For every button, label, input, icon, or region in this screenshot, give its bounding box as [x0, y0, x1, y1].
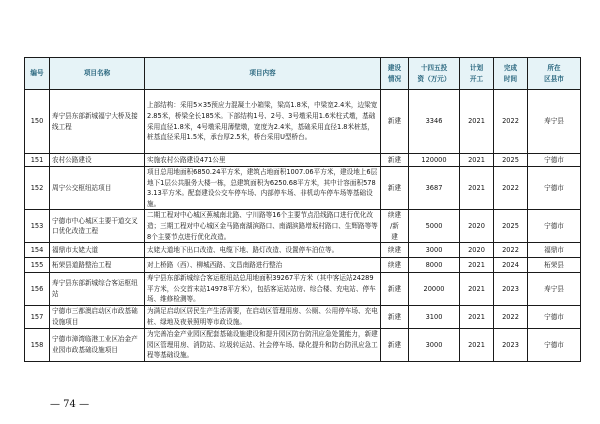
cell-content: 项目总用地面积6850.24平方米，建筑占地面积1007.06平方米，建设地上6层地下1层公共服务大楼一栋，总建筑面积为6250.68平方米，其中计容面积5783.13平方米。配套建设公交车停车场、内部停车场、非机动车停车场等基础设施。: [145, 167, 381, 210]
cell-no: 156: [25, 273, 50, 306]
cell-investment: 120000: [409, 154, 460, 167]
cell-county: 宁德市: [528, 167, 581, 210]
cell-investment: 3100: [409, 305, 460, 328]
cell-investment: 20000: [409, 273, 460, 306]
table-row: [25, 305, 581, 328]
cell-name: 宁德市三都澳启动区市政基础设施项目: [50, 305, 145, 328]
cell-start: 2021: [460, 328, 494, 361]
cell-finish: 2023: [494, 328, 528, 361]
cell-no: 151: [25, 154, 50, 167]
cell-start: 2021: [460, 90, 494, 154]
cell-content: 二期工程对中心城区蕉城南北路、宁川路等16个主要节点沿线路口进行优化改造；三期工程对中心城区金马路南湖滨路口、南湖滨路增坂村路口、生辉路等等8个主要节点进行优化改造。: [145, 210, 381, 243]
cell-status: 新建: [381, 273, 409, 306]
cell-start: 2021: [460, 258, 494, 273]
cell-status: 续建: [381, 258, 409, 273]
cell-county: 福鼎市: [528, 243, 581, 258]
cell-content: 上部结构：采用5×35预应力混凝土小箱梁，梁高1.8米，中梁宽2.4米，边梁宽2.85米，桥梁全长185米。下部结构1号、2号、3号墩采用1.6米柱式墩，基础采用直径1.8米，4号墩采用薄壁墩，宽度为2.4米，基础采用直径1.8米桩基，桩基直径采用1.5米，承台厚2.5米，桥台采用U型桥台。: [145, 90, 381, 154]
cell-status: 新建: [381, 90, 409, 154]
cell-investment: 5000: [409, 210, 460, 243]
cell-county: 宁德市: [528, 154, 581, 167]
cell-no: 157: [25, 305, 50, 328]
cell-name: 柘荣县道路整治工程: [50, 258, 145, 273]
project-table-sheet: [24, 57, 580, 362]
cell-investment: 3000: [409, 243, 460, 258]
cell-finish: 2022: [494, 243, 528, 258]
header-status: 建设 情况: [381, 58, 409, 90]
cell-name: 宁德市中心城区主要干道交叉口优化改造工程: [50, 210, 145, 243]
cell-start: 2020: [460, 243, 494, 258]
header-start: 计划 开工: [460, 58, 494, 90]
table-row: [25, 243, 581, 258]
cell-investment: 3000: [409, 328, 460, 361]
cell-status: 新建: [381, 328, 409, 361]
cell-name: 寿宁县东部新城福宁大桥及接线工程: [50, 90, 145, 154]
cell-content: 为满足启动区居民生产生活需要，在启动区管理用房、公厕、公用停车场、充电桩、绿地及夜景照明等市政设施。: [145, 305, 381, 328]
cell-content: 为完善冶金产业园区配套基础设施建设和提升园区防台防汛应急处置能力，新建园区管理用房、消防站、垃圾转运站、社会停车场、绿化提升和防台防汛应急工程等基础设施。: [145, 328, 381, 361]
cell-finish: 2022: [494, 90, 528, 154]
cell-start: 2021: [460, 154, 494, 167]
cell-no: 150: [25, 90, 50, 154]
cell-name: 农村公路建设: [50, 154, 145, 167]
table-row: [25, 90, 581, 154]
cell-status: 新建: [381, 167, 409, 210]
header-finish: 完成 时间: [494, 58, 528, 90]
cell-investment: 8000: [409, 258, 460, 273]
cell-no: 152: [25, 167, 50, 210]
header-name: 项目名称: [50, 58, 145, 90]
cell-county: 宁德市: [528, 328, 581, 361]
cell-start: 2021: [460, 167, 494, 210]
header-investment: 十四五投 资（万元）: [409, 58, 460, 90]
cell-finish: 2025: [494, 210, 528, 243]
cell-start: 2021: [460, 273, 494, 306]
cell-finish: 2023: [494, 273, 528, 306]
cell-content: 寿宁县东部新城综合客运枢纽站总用地面积39267平方米（其中客运站24289平方米，公交首末站14978平方米），包括客运站站房、综合楼、充电站、停车场、维修检测等。: [145, 273, 381, 306]
cell-finish: 2022: [494, 167, 528, 210]
cell-start: 2021: [460, 305, 494, 328]
header-county: 所在 区县市: [528, 58, 581, 90]
table-row: [25, 273, 581, 306]
cell-name: 宁德市漳湾临港工业区冶金产业园市政基础设施项目: [50, 328, 145, 361]
cell-start: 2020: [460, 210, 494, 243]
table-row: [25, 258, 581, 273]
header-no: 编号: [25, 58, 50, 90]
cell-finish: 2024: [494, 258, 528, 273]
cell-content: 太姥大道地下出口改造、电缆下地、路灯改造、设置停车泊位等。: [145, 243, 381, 258]
cell-county: 寿宁县: [528, 273, 581, 306]
page-number: — 74 —: [50, 399, 90, 410]
cell-county: 宁德市: [528, 210, 581, 243]
table-row: [25, 154, 581, 167]
cell-name: 寿宁县东部新城综合客运枢纽站: [50, 273, 145, 306]
cell-status: 续建 /新 建: [381, 210, 409, 243]
cell-content: 对上桥路（西）、柳城西路、文昌南路进行整治: [145, 258, 381, 273]
cell-status: 新建: [381, 305, 409, 328]
table-row: [25, 167, 581, 210]
cell-investment: 3687: [409, 167, 460, 210]
cell-county: 柘荣县: [528, 258, 581, 273]
cell-no: 158: [25, 328, 50, 361]
cell-finish: 2025: [494, 154, 528, 167]
cell-investment: 3346: [409, 90, 460, 154]
cell-no: 155: [25, 258, 50, 273]
cell-county: 寿宁县: [528, 90, 581, 154]
cell-status: 新建: [381, 154, 409, 167]
cell-content: 实施农村公路建设471公里: [145, 154, 381, 167]
cell-name: 周宁公交枢纽站项目: [50, 167, 145, 210]
cell-county: 宁德市: [528, 305, 581, 328]
table-row: [25, 210, 581, 243]
header-content: 项目内容: [145, 58, 381, 90]
cell-no: 153: [25, 210, 50, 243]
cell-finish: 2022: [494, 305, 528, 328]
table-row: [25, 328, 581, 361]
cell-no: 154: [25, 243, 50, 258]
header-row: [25, 58, 581, 90]
project-table: [24, 57, 581, 362]
cell-status: 续建: [381, 243, 409, 258]
cell-name: 福鼎市太姥大道: [50, 243, 145, 258]
